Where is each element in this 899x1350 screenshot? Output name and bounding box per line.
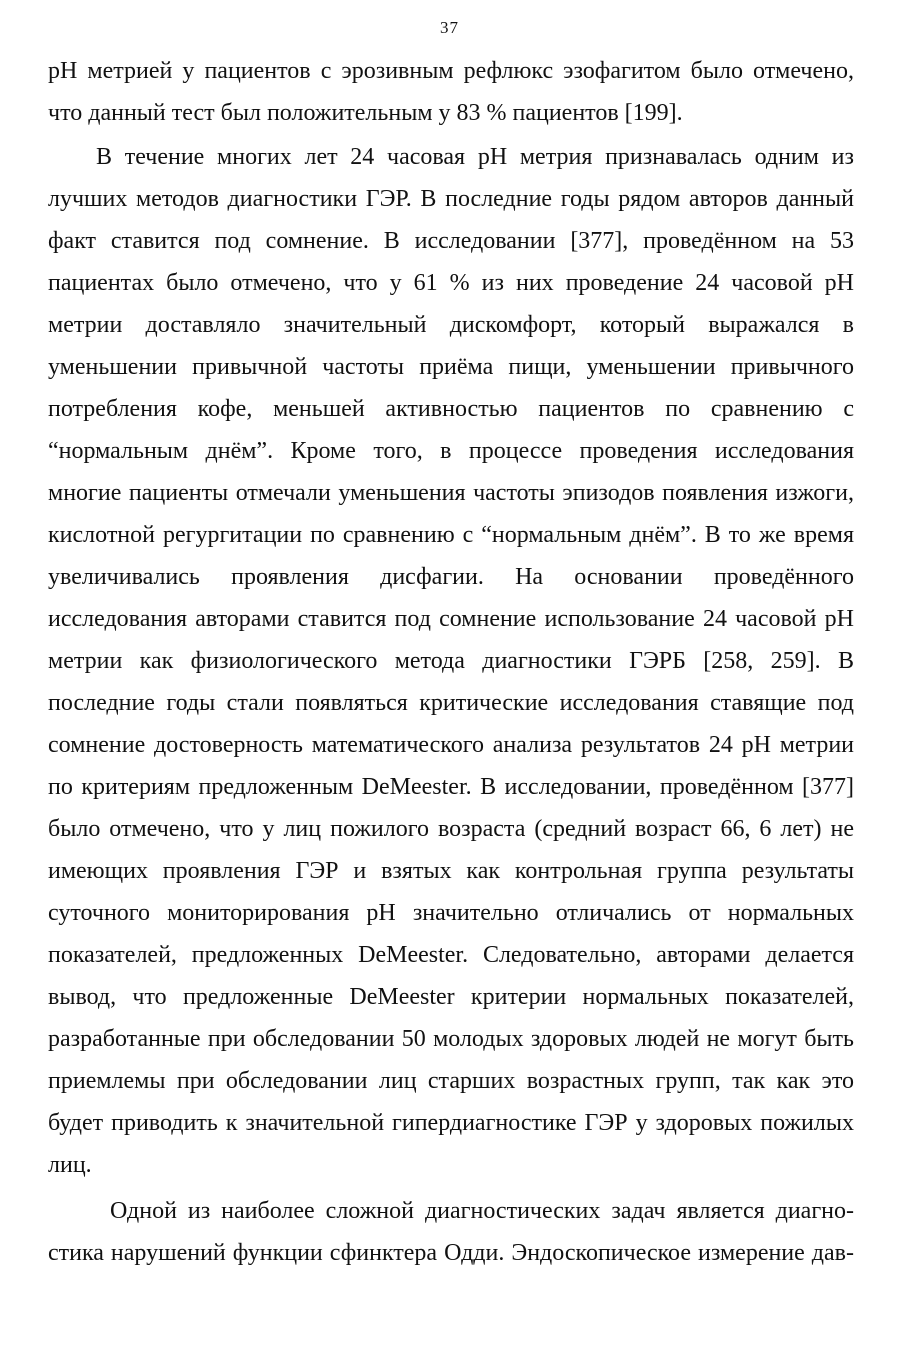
text-line: вывод, что предложенные DeMeester критерии нормальных показателей, <box>48 984 854 1010</box>
text-line: pH метрией у пациентов с эрозивным рефлюкс эзофагитом было отмечено, <box>48 58 854 84</box>
text-line: лиц. <box>48 1152 92 1178</box>
text-line: “нормальным днём”. Кроме того, в процессе проведения исследования <box>48 438 854 464</box>
text-line: будет приводить к значительной гипердиагностике ГЭР у здоровых пожилых <box>48 1110 854 1136</box>
text-line: метрии как физиологического метода диагностики ГЭРБ [258, 259]. В <box>48 648 854 674</box>
text-line: лучших методов диагностики ГЭР. В последние годы рядом авторов данный <box>48 186 854 212</box>
text-line: сомнение достоверность математического анализа результатов 24 pH метрии <box>48 732 854 758</box>
paragraph-first-line: В течение многих лет 24 часовая pH метрия признавалась одним из <box>96 144 854 170</box>
text-line: имеющих проявления ГЭР и взятых как контрольная группа результаты <box>48 858 854 884</box>
text-line: по критериям предложенным DeMeester. В исследовании, проведённом [377] <box>48 774 854 800</box>
text-line: приемлемы при обследовании лиц старших возрастных групп, так как это <box>48 1068 854 1094</box>
text-line: кислотной регургитации по сравнению с “нормальным днём”. В то же время <box>48 522 854 548</box>
text-line: факт ставится под сомнение. В исследовании [377], проведённом на 53 <box>48 228 854 254</box>
text-line: исследования авторами ставится под сомнение использование 24 часовой pH <box>48 606 854 632</box>
text-line: потребления кофе, меньшей активностью пациентов по сравнению с <box>48 396 854 422</box>
text-line: показателей, предложенных DeMeester. Следовательно, авторами делается <box>48 942 854 968</box>
text-line: что данный тест был положительным у 83 % пациентов [199]. <box>48 100 683 126</box>
text-line: стика нарушений функции сфинктера Одди. Эндоскопическое измерение дав- <box>48 1240 854 1266</box>
text-line: разработанные при обследовании 50 молодых здоровых людей не могут быть <box>48 1026 854 1052</box>
text-line: было отмечено, что у лиц пожилого возраста (средний возраст 66, 6 лет) не <box>48 816 854 842</box>
text-line: многие пациенты отмечали уменьшения частоты эпизодов появления изжоги, <box>48 480 854 506</box>
text-line: пациентах было отмечено, что у 61 % из них проведение 24 часовой pH <box>48 270 854 296</box>
text-line: суточного мониторирования pH значительно отличались от нормальных <box>48 900 854 926</box>
text-line: метрии доставляло значительный дискомфорт, который выражался в <box>48 312 854 338</box>
text-line: увеличивались проявления дисфагии. На основании проведённого <box>48 564 854 590</box>
paragraph-first-line: Одной из наиболее сложной диагностических задач является диагно- <box>110 1198 854 1224</box>
page-number: 37 <box>440 18 459 37</box>
text-line: последние годы стали появляться критические исследования ставящие под <box>48 690 854 716</box>
text-line: уменьшении привычной частоты приёма пищи, уменьшении привычного <box>48 354 854 380</box>
